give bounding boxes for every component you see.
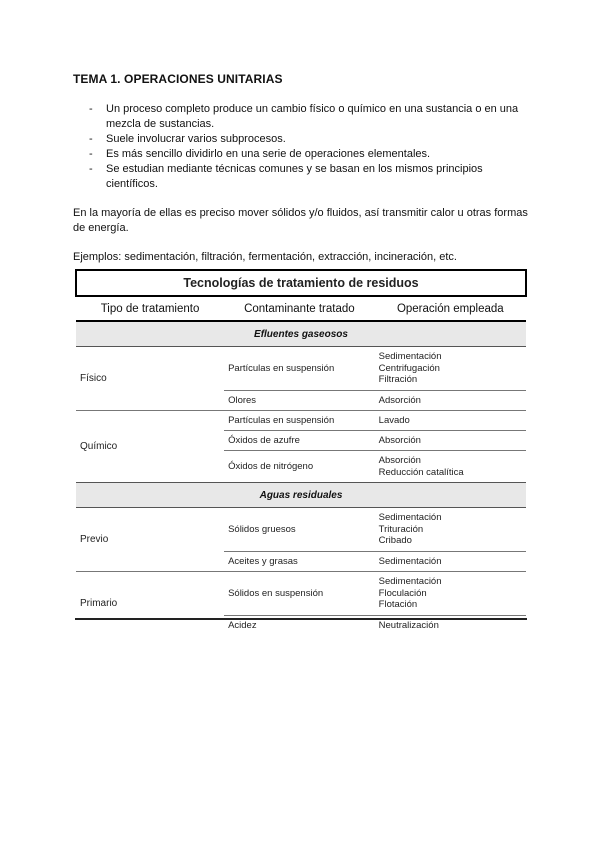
contaminant-cell: Aceites y grasas — [224, 552, 375, 572]
treatment-type: Previo — [76, 508, 224, 572]
contaminant-cell: Olores — [224, 391, 375, 411]
waste-treatment-table — [75, 269, 527, 636]
operation-cell: Sedimentación Floculación Flotación — [375, 572, 526, 616]
contaminant-cell: Acidez — [228, 620, 257, 632]
examples-paragraph: Ejemplos: sedimentación, filtración, fermentación, extracción, incineración, etc. — [73, 251, 457, 263]
contaminant-cell: Partículas en suspensión — [224, 347, 375, 391]
column-header: Operación empleada — [375, 296, 526, 321]
operation-cell: Sedimentación Trituración Cribado — [375, 508, 526, 552]
column-header: Contaminante tratado — [224, 296, 375, 321]
contaminant-cell: Sólidos gruesos — [224, 508, 375, 552]
list-item: - Es más sencillo dividirlo en una serie de operaciones elementales. — [89, 148, 431, 160]
list-item: - Un proceso completo produce un cambio físico o químico en una sustancia o en una mezcla de sustancias. — [89, 103, 519, 130]
section-title: Efluentes gaseosos — [76, 321, 526, 347]
treatment-type: Químico — [76, 411, 224, 483]
contaminant-cell: Óxidos de azufre — [224, 431, 375, 451]
section-title: Aguas residuales — [76, 483, 526, 508]
paragraph: En la mayoría de ellas es preciso mover sólidos y/o fluidos, así transmitir calor u otras formas de energía. — [73, 207, 528, 234]
operation-cell: Sedimentación Centrifugación Filtración — [375, 347, 526, 391]
treatment-type: Primario — [80, 598, 118, 610]
column-header: Tipo de tratamiento — [76, 296, 224, 321]
contaminant-cell: Sólidos en suspensión — [224, 572, 375, 616]
operation-cell: Absorción Reducción catalítica — [375, 451, 526, 483]
operation-cell: Neutralización — [378, 620, 439, 631]
contaminant-cell: Partículas en suspensión — [224, 411, 375, 431]
table-bottom-rule — [75, 618, 527, 620]
table-caption: Tecnologías de tratamiento de residuos — [76, 270, 526, 296]
list-item: - Suele involucrar varios subprocesos. — [89, 133, 286, 145]
treatment-type: Físico — [76, 347, 224, 411]
operation-cell: Lavado — [375, 411, 526, 431]
operation-cell: Absorción — [375, 431, 526, 451]
operation-cell: Adsorción — [375, 391, 526, 411]
bullet-list — [73, 102, 533, 192]
operation-cell: Sedimentación — [375, 552, 526, 572]
contaminant-cell: Óxidos de nitrógeno — [224, 451, 375, 483]
list-item: - Se estudian mediante técnicas comunes y se basan en los mismos principios científicos. — [89, 163, 483, 190]
page-title: TEMA 1. OPERACIONES UNITARIAS — [73, 72, 283, 86]
